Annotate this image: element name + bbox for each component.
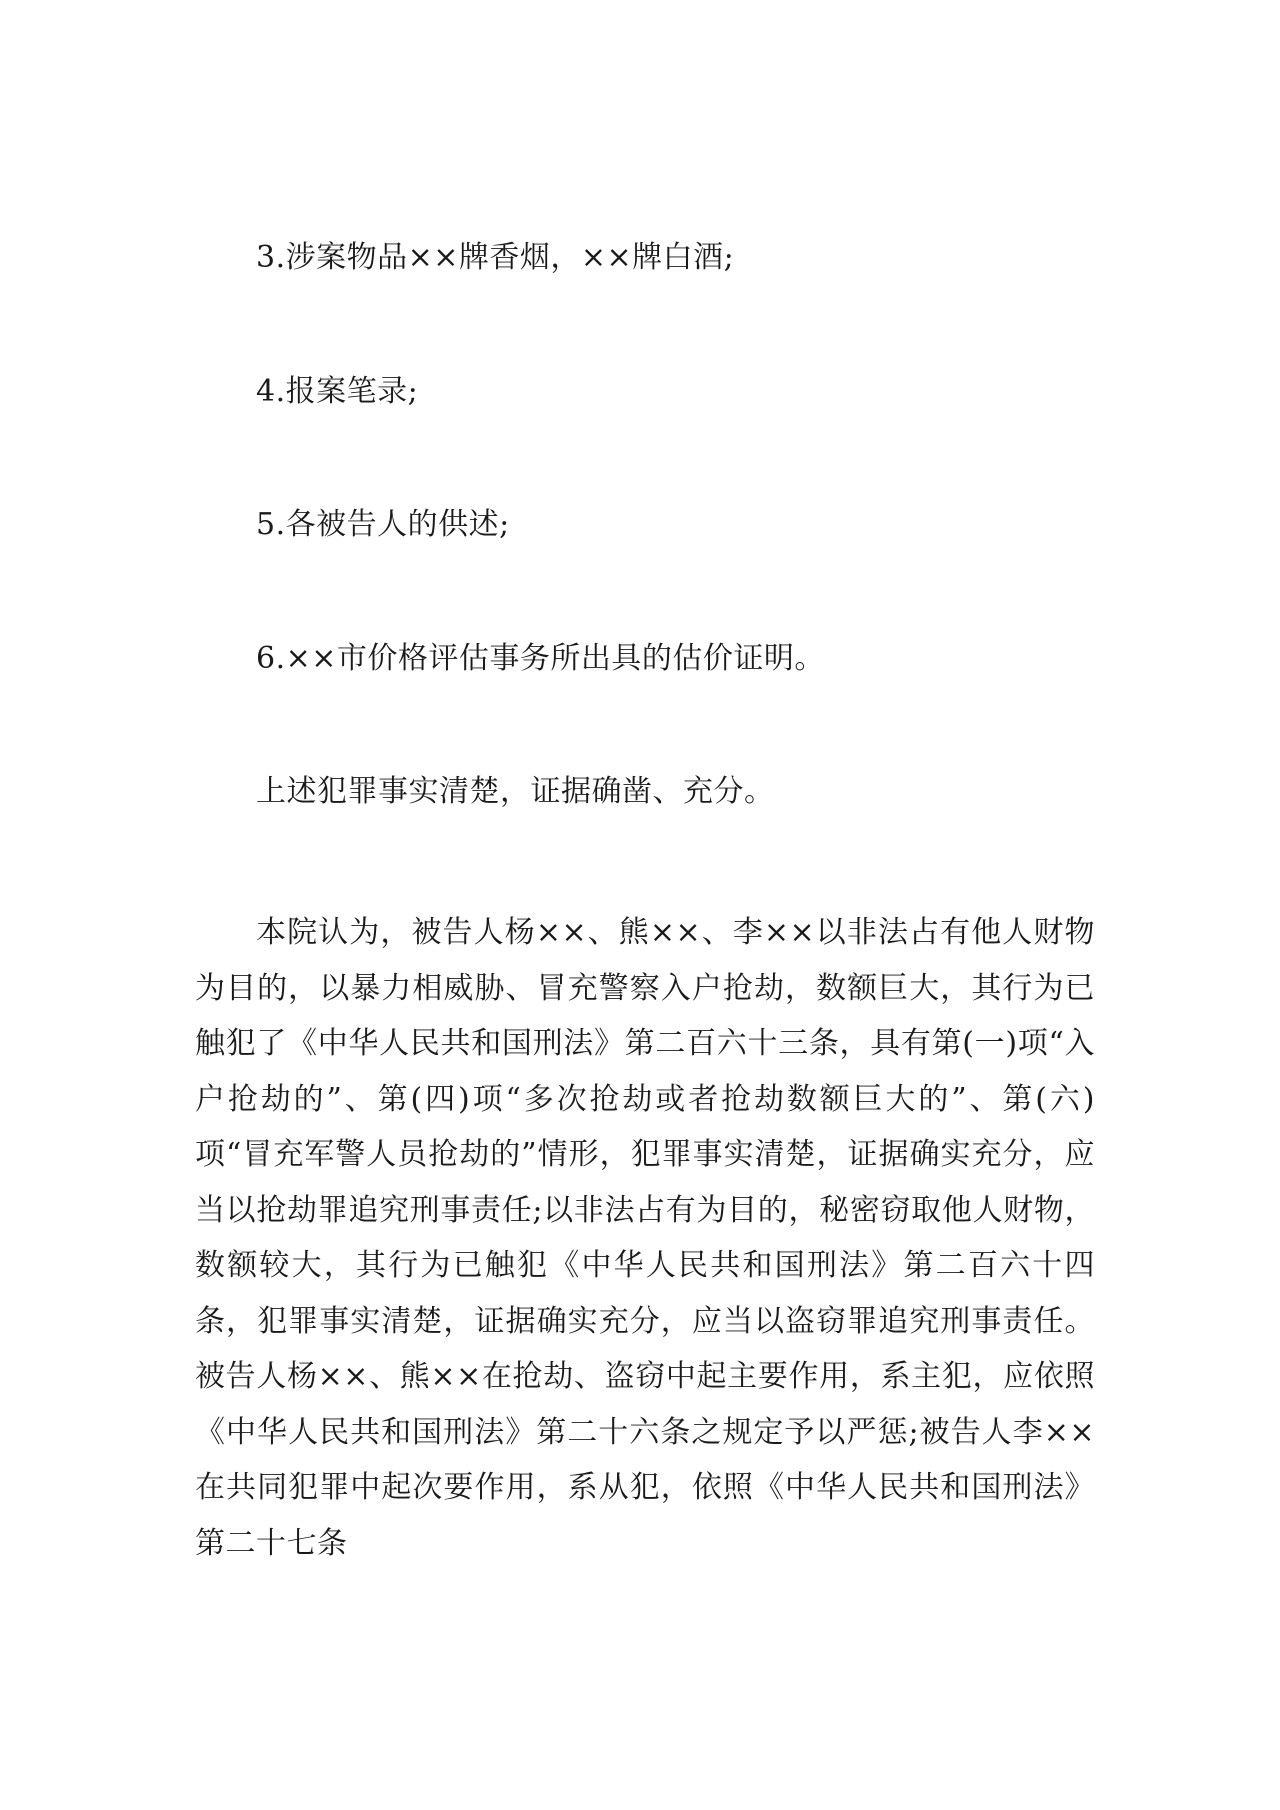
court-opinion-paragraph: 本院认为，被告人杨××、熊××、李××以非法占有他人财物为目的，以暴力相威胁、冒充警察入户抢劫，数额巨大，其行为已触犯了《中华人民共和国刑法》第二百六十三条，具有第(一)项“入户抢劫的”、第(四)项“多次抢劫或者抢劫数额巨大的”、第(六)项“冒充军警人员抢劫的”情形，犯罪事实清楚，证据确实充分，应当以抢劫罪追究刑事责任;以非法占有为目的，秘密窃取他人财物，数额较大，其行为已触犯《中华人民共和国刑法》第二百六十四条，犯罪事实清楚，证据确实充分，应当以盗窃罪追究刑事责任。被告人杨××、熊××在抢劫、盗窃中起主要作用，系主犯，应依照《中华人民共和国刑法》第二十六条之规定予以严惩;被告人李××在共同犯罪中起次要作用，系从犯，依照《中华人民共和国刑法》第二十七条 [195, 915, 1095, 1561]
evidence-item-4: 4.报案笔录; [256, 374, 419, 409]
evidence-item-3: 3.涉案物品××牌香烟，××牌白酒; [256, 240, 735, 275]
evidence-item-6: 6.××市价格评估事务所出具的估价证明。 [256, 641, 825, 676]
evidence-item-5: 5.各被告人的供述; [256, 507, 510, 542]
evidence-summary: 上述犯罪事实清楚，证据确凿、充分。 [256, 774, 775, 809]
